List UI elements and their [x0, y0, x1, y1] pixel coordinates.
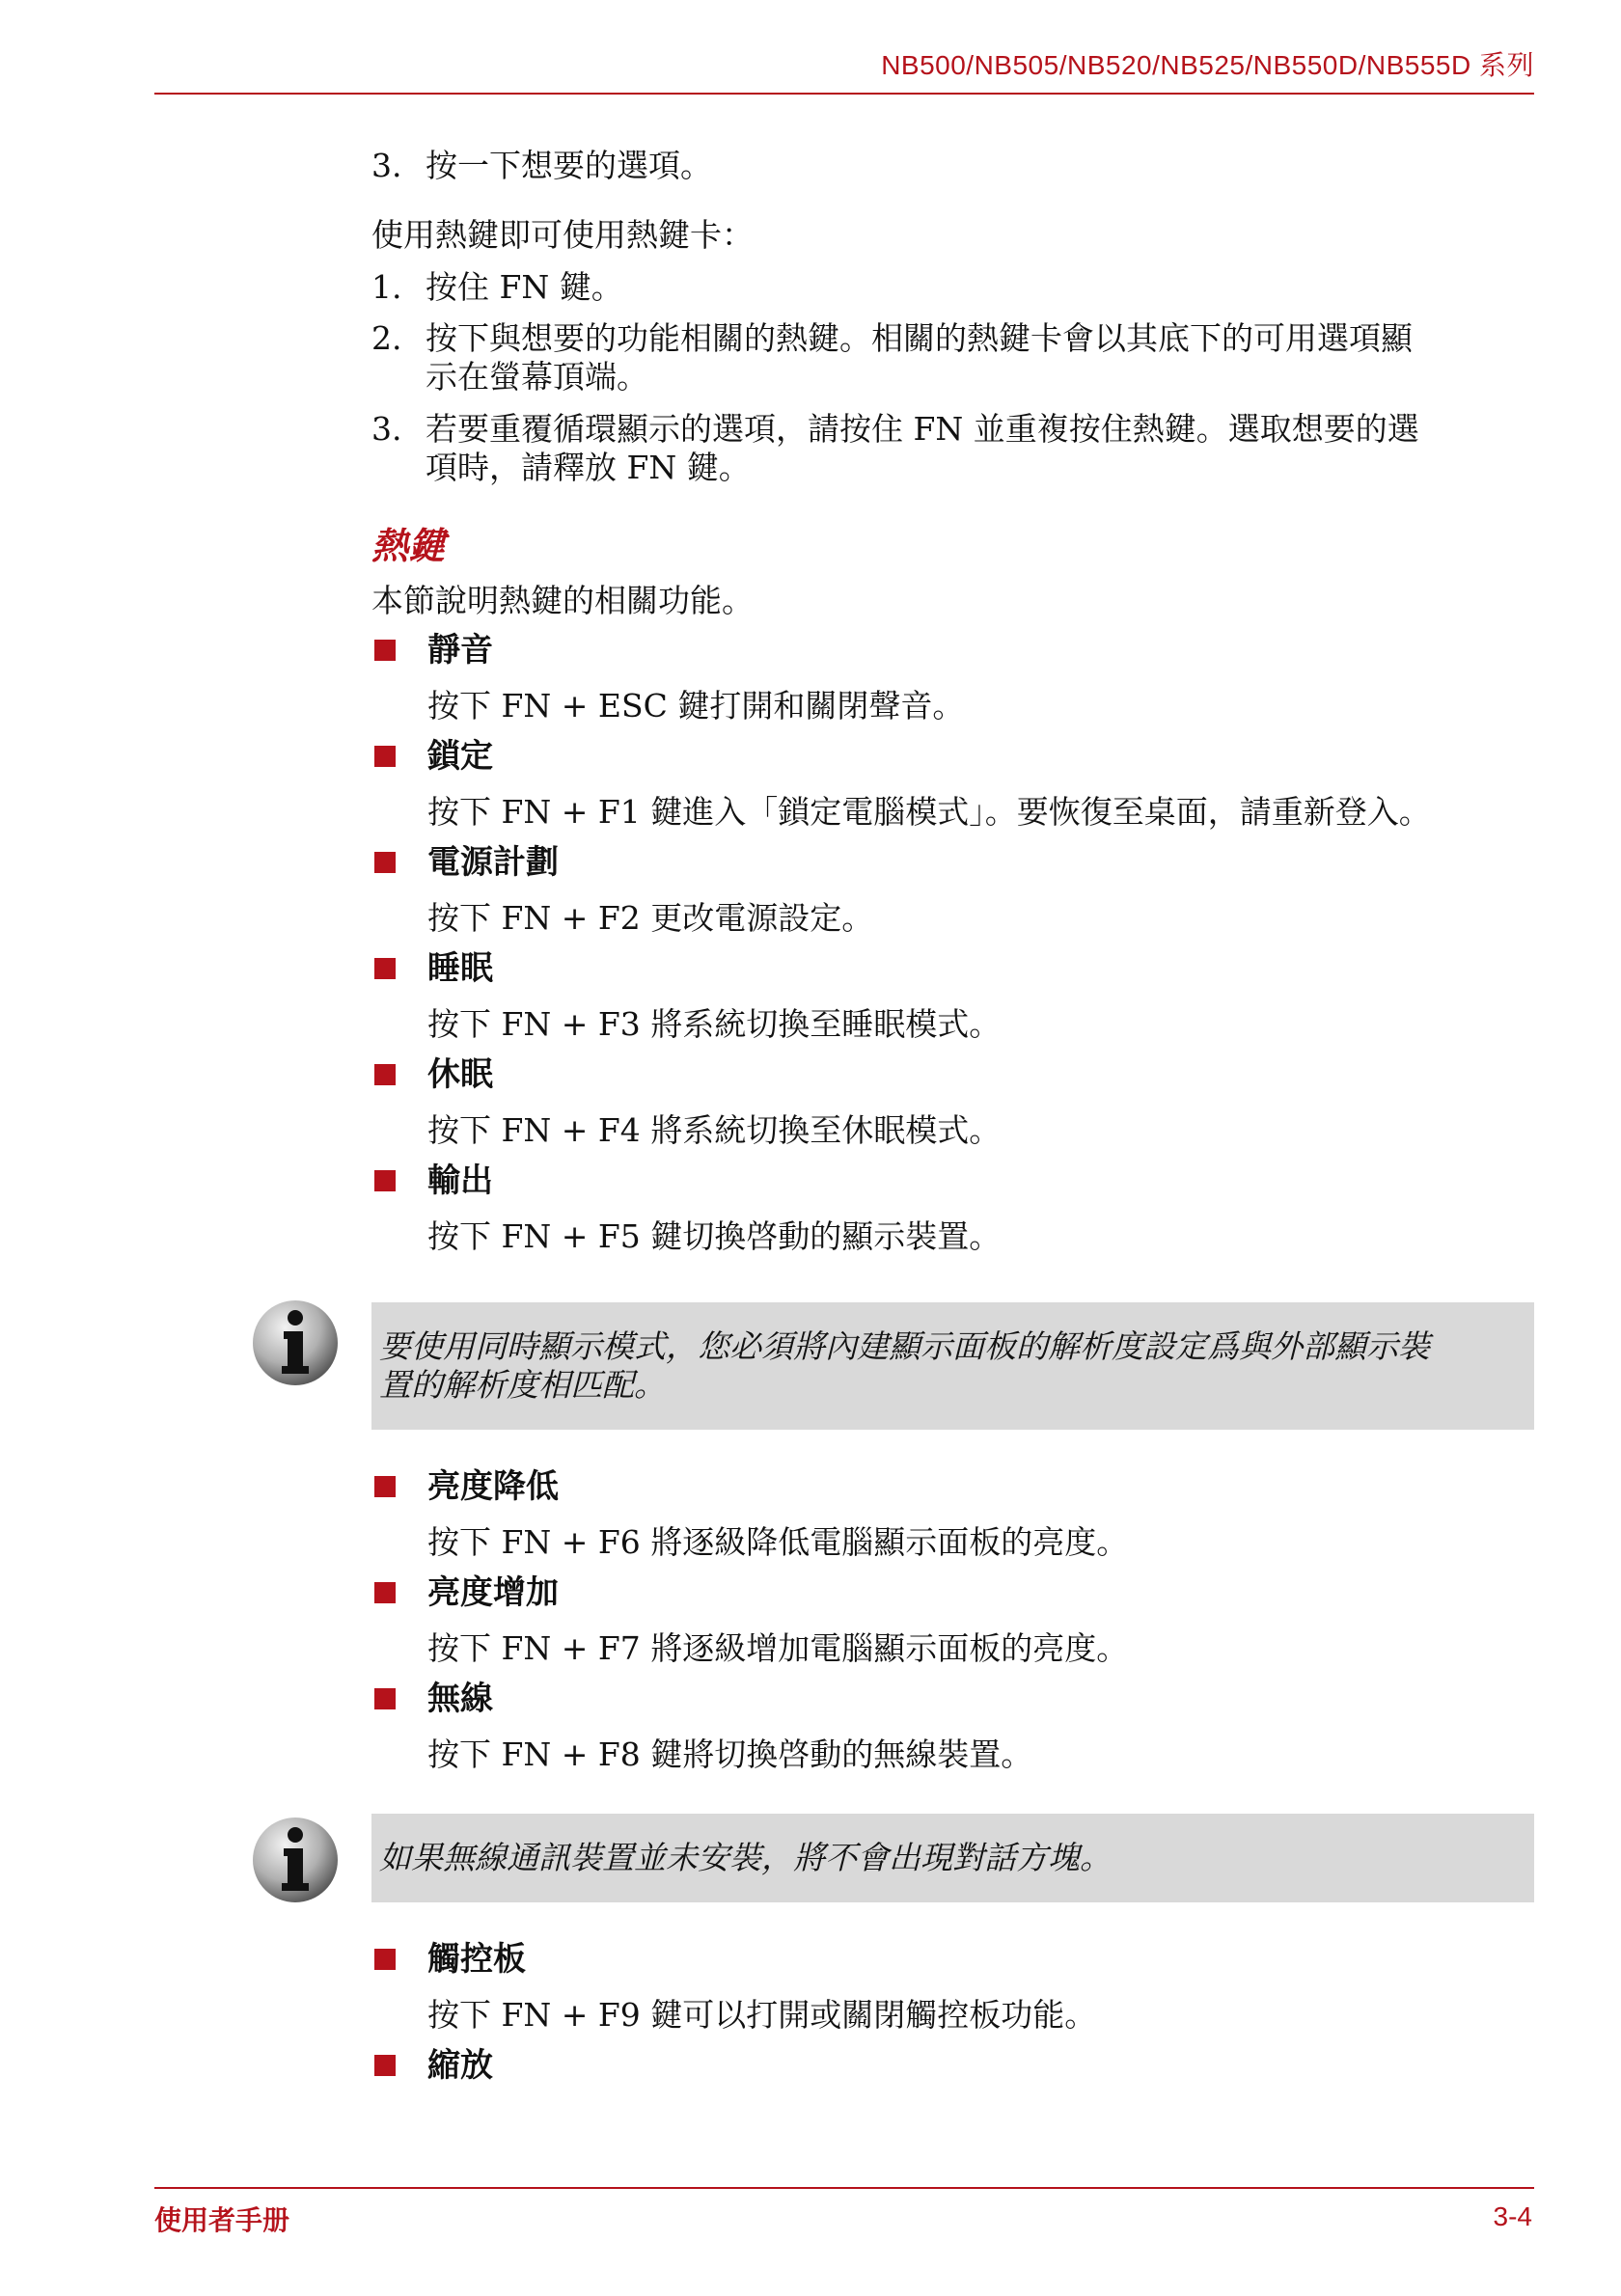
section-heading: 熱鍵 [371, 524, 446, 567]
step-item [371, 145, 712, 187]
hotkey-description: 按下 FN + F1 鍵進入「鎖定電腦模式」。要恢復至桌面，請重新登入。 [427, 793, 1431, 831]
hotkey-title: 電源計劃 [427, 843, 559, 882]
step-number: 2. [371, 319, 402, 357]
hotkey-title: 輸出 [427, 1162, 493, 1200]
hotkey-title: 觸控板 [427, 1940, 526, 1979]
bullet-square [374, 958, 396, 979]
hotkey-title: 睡眠 [427, 949, 493, 988]
info-note [371, 1302, 1534, 1430]
bullet-square [374, 1476, 396, 1497]
hotkey-title: 鎖定 [427, 737, 493, 776]
note-text: 置的解析度相匹配。 [379, 1366, 666, 1404]
step-text: 按住 FN 鍵。 [426, 268, 623, 306]
running-header-title: NB500/NB505/NB520/NB525/NB550D/NB555D 系列 [881, 50, 1534, 80]
info-icon [249, 1814, 342, 1906]
footer-manual-title: 使用者手册 [154, 2204, 290, 2236]
hotkey-title: 休眠 [427, 1055, 493, 1094]
hotkey-description: 按下 FN + F3 將系統切換至睡眠模式。 [427, 1005, 1002, 1043]
header-rule [154, 93, 1534, 95]
step-text-continued: 示在螢幕頂端。 [426, 358, 648, 396]
hotkey-description: 按下 FN + F6 將逐級降低電腦顯示面板的亮度。 [427, 1523, 1129, 1561]
bullet-square [374, 1582, 396, 1603]
hotkey-description: 按下 FN + F2 更改電源設定。 [427, 899, 874, 937]
bullet-square [374, 1064, 396, 1085]
info-note [371, 1814, 1534, 1902]
step-text-continued: 項時，請釋放 FN 鍵。 [426, 449, 751, 486]
hotkey-title: 靜音 [427, 631, 493, 670]
section-intro: 本節說明熱鍵的相關功能。 [371, 582, 754, 619]
step-item [371, 408, 1419, 451]
hotkey-description: 按下 FN + ESC 鍵打開和關閉聲音。 [427, 687, 965, 724]
step-text: 若要重覆循環顯示的選項，請按住 FN 並重複按住熱鍵。選取想要的選 [426, 410, 1419, 448]
hotkey-title: 縮放 [427, 2046, 493, 2085]
bullet-square [374, 1688, 396, 1709]
note-text: 如果無線通訊裝置並未安裝，將不會出現對話方塊。 [379, 1839, 1112, 1876]
step-number: 3. [371, 147, 402, 184]
footer-rule [154, 2187, 1534, 2189]
hotkey-description: 按下 FN + F5 鍵切換啓動的顯示裝置。 [427, 1217, 1002, 1255]
hotkey-description: 按下 FN + F7 將逐級增加電腦顯示面板的亮度。 [427, 1629, 1129, 1667]
bullet-square [374, 852, 396, 873]
page-number: 3-4 [1493, 2201, 1532, 2231]
bullet-square [374, 1949, 396, 1970]
hotkey-title: 無線 [427, 1680, 493, 1718]
bullet-square [374, 640, 396, 661]
step-number: 3. [371, 410, 402, 448]
step-item [371, 266, 623, 309]
step-text: 按一下想要的選項。 [426, 147, 712, 184]
hotkey-description: 按下 FN + F8 鍵將切換啓動的無線裝置。 [427, 1736, 1033, 1773]
hotkey-title: 亮度降低 [427, 1467, 559, 1506]
bullet-square [374, 1170, 396, 1191]
hotkey-description: 按下 FN + F4 將系統切換至休眠模式。 [427, 1111, 1002, 1149]
hotkey-description: 按下 FN + F9 鍵可以打開或關閉觸控板功能。 [427, 1996, 1097, 2034]
hotkey-title: 亮度增加 [427, 1573, 559, 1612]
step-number: 1. [371, 268, 402, 306]
bullet-square [374, 746, 396, 767]
note-text: 要使用同時顯示模式，您必須將內建顯示面板的解析度設定爲與外部顯示裝 [379, 1327, 1430, 1365]
lead-paragraph: 使用熱鍵即可使用熱鍵卡： [371, 216, 754, 254]
step-text: 按下與想要的功能相關的熱鍵。相關的熱鍵卡會以其底下的可用選項顯 [426, 319, 1413, 357]
bullet-square [374, 2055, 396, 2076]
info-icon [249, 1297, 342, 1389]
step-item [371, 317, 1413, 360]
